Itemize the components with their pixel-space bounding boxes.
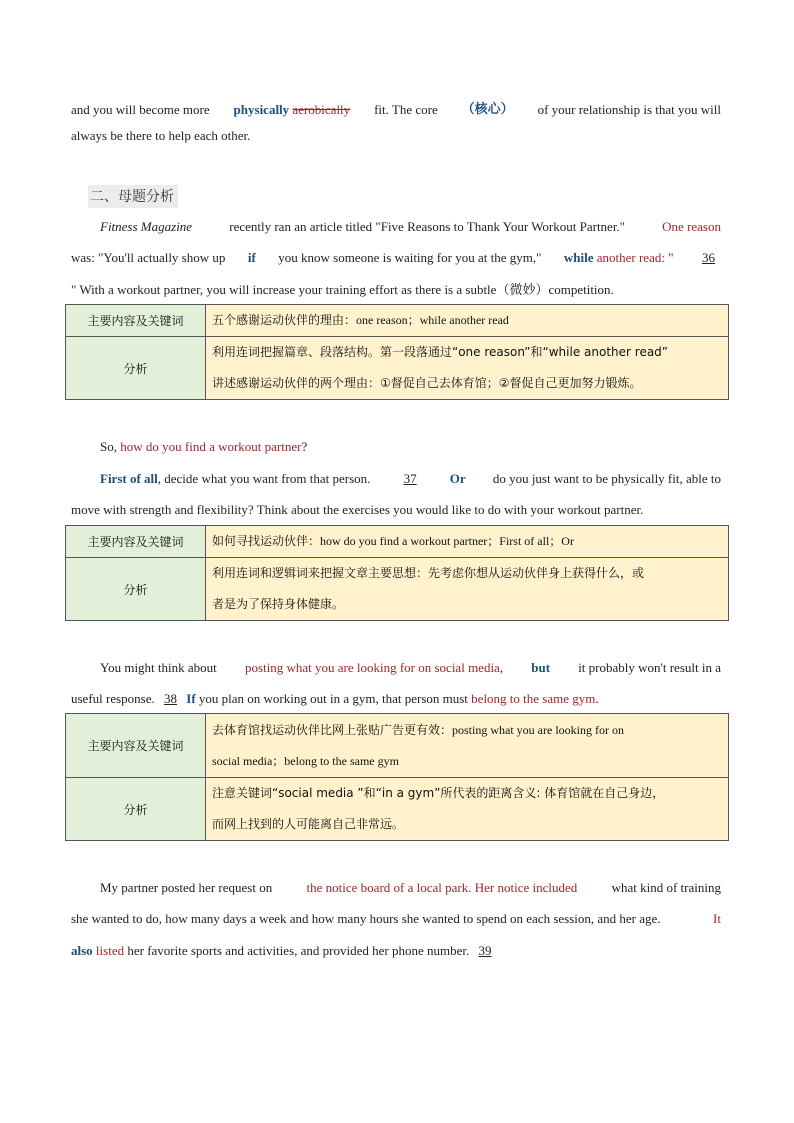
keyword-while: while <box>563 250 594 265</box>
text: . <box>595 691 599 706</box>
magazine-title: Fitness Magazine <box>100 219 193 234</box>
text: and you will become more <box>71 102 210 117</box>
table-label: 分析 <box>66 778 206 841</box>
keyword-it: It <box>713 911 721 926</box>
analysis-line: social media；belong to the same gym <box>212 753 399 768</box>
text: you know someone is waiting for you at the gym," <box>278 250 542 265</box>
text: fit. The core <box>374 102 438 117</box>
analysis-line: 利用连词把握篇章、段落结构。第一段落通过“one reason”和“while another read” <box>212 345 669 359</box>
analysis-line: 去体育馆找运动伙伴比网上张贴广告更有效：posting what you are looking for on <box>212 722 624 737</box>
blank-36[interactable]: 36 <box>701 250 715 265</box>
text: , decide what you want from that person. <box>157 471 371 486</box>
keyword-but: but <box>531 660 551 675</box>
table-label: 主要内容及关键词 <box>66 305 206 337</box>
text: you plan on working out in a gym, that person must <box>198 691 468 706</box>
text: move with strength and flexibility? Think about the exercises you would like to do with your workout partner. <box>71 502 644 517</box>
blank-38[interactable]: 38 <box>164 691 178 706</box>
text: do you just want to be physically fit, able to <box>492 471 721 486</box>
keyword-posting: posting what you are looking for on social media <box>244 660 500 675</box>
text: recently ran an article titled "Five Reasons to Thank Your Workout Partner." <box>229 219 625 234</box>
text: , <box>499 660 504 675</box>
table-label: 分析 <box>66 558 206 621</box>
table-value <box>206 558 729 621</box>
text: her favorite sports and activities, and provided her phone number. <box>127 943 470 958</box>
keyword-or: Or <box>449 471 466 486</box>
keyword-also: also <box>71 943 93 958</box>
analysis-table-3 <box>65 713 729 841</box>
text: of your relationship is that you will <box>537 102 721 117</box>
table-value: 如何寻找运动伙伴：how do you find a workout partner；First of all；Or <box>206 526 729 558</box>
keyword-same-gym: belong to the same gym <box>471 691 596 706</box>
table-value: 五个感谢运动伙伴的理由：one reason；while another read <box>206 305 729 337</box>
text: was: "You'll actually show up <box>71 250 226 265</box>
blank-37[interactable]: 37 <box>403 471 417 486</box>
analysis-line: 而网上找到的人可能离自己非常远。 <box>212 817 405 831</box>
keyword-physically: physically <box>233 102 290 117</box>
table-label: 分析 <box>66 337 206 400</box>
keyword-notice-board: the notice board of a local park. Her notice included <box>306 880 578 895</box>
table-value <box>206 337 729 400</box>
analysis-table-2 <box>65 525 729 621</box>
analysis-line: 讲述感谢运动伙伴的两个理由：①督促自己去体育馆；②督促自己更加努力锻炼。 <box>212 376 642 390</box>
table-label: 主要内容及关键词 <box>66 526 206 558</box>
table-value <box>206 778 729 841</box>
text: ? <box>301 439 308 454</box>
analysis-line: 利用连词和逻辑词来把握文章主要思想：先考虑你想从运动伙伴身上获得什么，或 <box>212 566 645 580</box>
text: useful response. <box>71 691 155 706</box>
keyword-listed: listed <box>95 943 125 958</box>
table-value <box>206 714 729 778</box>
struck-word: aerobically <box>292 102 351 117</box>
table-label: 主要内容及关键词 <box>66 714 206 778</box>
text: You might think about <box>100 660 217 675</box>
keyword-question: how do you find a workout partner <box>120 439 302 454</box>
keyword-first-of-all: First of all <box>100 471 158 486</box>
keyword-core-cn: （核心） <box>461 102 514 117</box>
analysis-line: 注意关键词“social media ”和“in a gym”所代表的距离含义: 体育馆就在自己身边， <box>212 786 665 800</box>
keyword-if: If <box>186 691 196 706</box>
keyword-another-read: another read: <box>596 250 665 265</box>
text: My partner posted her request on <box>100 880 273 895</box>
text: So, <box>100 439 117 454</box>
keyword-if: if <box>247 250 256 265</box>
blank-39[interactable]: 39 <box>478 943 492 958</box>
text: " With a workout partner, you will increase your training effort as there is a subtle（微妙）competition. <box>71 282 614 297</box>
keyword-one-reason: One reason <box>662 219 721 234</box>
text: " <box>668 250 674 265</box>
text: she wanted to do, how many days a week and how many hours she wanted to spend on each session, and her age. <box>71 911 661 926</box>
text: what kind of training <box>611 880 721 895</box>
analysis-table-1 <box>65 304 729 400</box>
section-heading: 二、母题分析 <box>88 185 178 208</box>
analysis-line: 者是为了保持身体健康。 <box>212 597 345 611</box>
text: always be there to help each other. <box>71 128 251 143</box>
text: it probably won't result in a <box>578 660 721 675</box>
